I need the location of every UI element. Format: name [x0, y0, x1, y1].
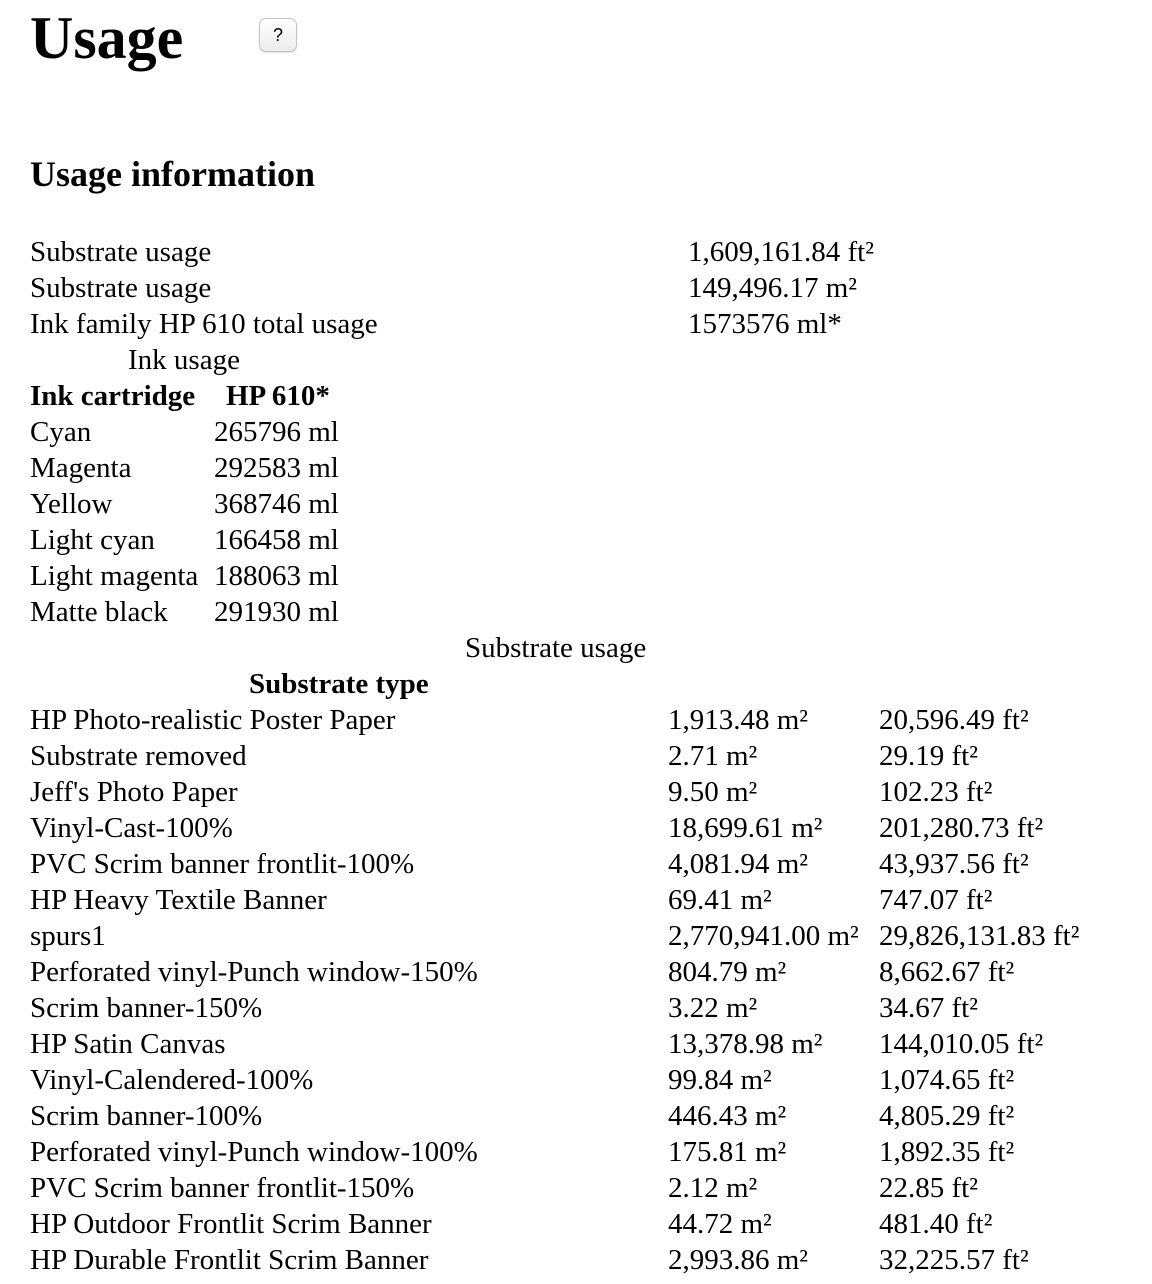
substrate-area-ft2: 201,280.73 ft²	[879, 812, 1044, 844]
substrate-name: HP Durable Frontlit Scrim Banner	[30, 1244, 429, 1276]
substrate-row	[0, 738, 1152, 774]
substrate-name: Scrim banner-150%	[30, 992, 263, 1024]
substrate-area-ft2: 1,074.65 ft²	[879, 1064, 1015, 1096]
summary-value: 1,609,161.84 ft²	[688, 236, 874, 268]
ink-row	[0, 486, 1152, 522]
substrate-area-ft2: 1,892.35 ft²	[879, 1136, 1015, 1168]
substrate-area-m2: 13,378.98 m²	[668, 1028, 823, 1060]
substrate-area-ft2: 29,826,131.83 ft²	[879, 920, 1080, 952]
substrate-area-m2: 69.41 m²	[668, 884, 772, 916]
ink-color: Cyan	[30, 416, 92, 448]
substrate-row	[0, 882, 1152, 918]
substrate-row	[0, 846, 1152, 882]
substrate-area-m2: 804.79 m²	[668, 956, 787, 988]
ink-amount: 291930 ml	[214, 596, 339, 628]
substrate-name: HP Photo-realistic Poster Paper	[30, 704, 396, 736]
ink-column-header-family: HP 610*	[226, 380, 330, 412]
substrate-type-column-header: Substrate type	[249, 668, 429, 700]
substrate-area-m2: 2,993.86 m²	[668, 1244, 809, 1276]
summary-label: Substrate usage	[30, 272, 212, 304]
ink-color: Light cyan	[30, 524, 155, 556]
substrate-area-m2: 99.84 m²	[668, 1064, 772, 1096]
substrate-area-m2: 2.71 m²	[668, 740, 758, 772]
substrate-name: HP Heavy Textile Banner	[30, 884, 327, 916]
substrate-row	[0, 1134, 1152, 1170]
substrate-row	[0, 774, 1152, 810]
summary-row	[0, 270, 1152, 306]
substrate-name: Jeff's Photo Paper	[30, 776, 238, 808]
substrate-area-ft2: 144,010.05 ft²	[879, 1028, 1044, 1060]
substrate-area-ft2: 22.85 ft²	[879, 1172, 978, 1204]
substrate-name: Vinyl-Cast-100%	[30, 812, 233, 844]
substrate-row	[0, 1242, 1152, 1278]
substrate-area-ft2: 102.23 ft²	[879, 776, 993, 808]
substrate-name: spurs1	[30, 920, 106, 952]
ink-amount: 188063 ml	[214, 560, 339, 592]
substrate-area-ft2: 34.67 ft²	[879, 992, 978, 1024]
ink-amount: 265796 ml	[214, 416, 339, 448]
substrate-name: Perforated vinyl-Punch window-100%	[30, 1136, 478, 1168]
substrate-area-ft2: 32,225.57 ft²	[879, 1244, 1029, 1276]
substrate-area-m2: 446.43 m²	[668, 1100, 787, 1132]
summary-row	[0, 306, 1152, 342]
substrate-area-m2: 2.12 m²	[668, 1172, 758, 1204]
substrate-area-m2: 44.72 m²	[668, 1208, 772, 1240]
summary-label: Substrate usage	[30, 236, 212, 268]
substrate-area-m2: 9.50 m²	[668, 776, 758, 808]
substrate-row	[0, 810, 1152, 846]
ink-row	[0, 522, 1152, 558]
substrate-row	[0, 1062, 1152, 1098]
substrate-area-ft2: 43,937.56 ft²	[879, 848, 1029, 880]
substrate-row	[0, 1170, 1152, 1206]
substrate-area-m2: 2,770,941.00 m²	[668, 920, 859, 952]
substrate-area-ft2: 29.19 ft²	[879, 740, 978, 772]
substrate-area-ft2: 8,662.67 ft²	[879, 956, 1015, 988]
ink-color: Yellow	[30, 488, 113, 520]
substrate-area-m2: 18,699.61 m²	[668, 812, 823, 844]
substrate-name: PVC Scrim banner frontlit-100%	[30, 848, 415, 880]
substrate-name: Vinyl-Calendered-100%	[30, 1064, 314, 1096]
ink-row	[0, 558, 1152, 594]
ink-amount: 166458 ml	[214, 524, 339, 556]
substrate-area-ft2: 481.40 ft²	[879, 1208, 993, 1240]
substrate-name: Perforated vinyl-Punch window-150%	[30, 956, 478, 988]
substrate-area-m2: 1,913.48 m²	[668, 704, 809, 736]
substrate-row	[0, 1026, 1152, 1062]
substrate-area-ft2: 747.07 ft²	[879, 884, 993, 916]
ink-row	[0, 450, 1152, 486]
substrate-area-m2: 175.81 m²	[668, 1136, 787, 1168]
substrate-name: HP Satin Canvas	[30, 1028, 226, 1060]
ink-color: Light magenta	[30, 560, 199, 592]
substrate-name: PVC Scrim banner frontlit-150%	[30, 1172, 415, 1204]
ink-column-header-cartridge: Ink cartridge	[30, 380, 196, 412]
summary-value: 149,496.17 m²	[688, 272, 858, 304]
summary-value: 1573576 ml*	[688, 308, 842, 340]
substrate-usage-caption: Substrate usage	[465, 632, 647, 664]
substrate-row	[0, 702, 1152, 738]
substrate-area-ft2: 4,805.29 ft²	[879, 1100, 1015, 1132]
summary-label: Ink family HP 610 total usage	[30, 308, 378, 340]
substrate-name: HP Outdoor Frontlit Scrim Banner	[30, 1208, 432, 1240]
section-heading-usage-information: Usage information	[30, 154, 315, 194]
ink-amount: 368746 ml	[214, 488, 339, 520]
summary-row	[0, 234, 1152, 270]
substrate-row	[0, 1098, 1152, 1134]
substrate-row	[0, 918, 1152, 954]
ink-row	[0, 414, 1152, 450]
page-title: Usage	[30, 5, 184, 71]
ink-row	[0, 594, 1152, 630]
substrate-area-ft2: 20,596.49 ft²	[879, 704, 1029, 736]
substrate-row	[0, 954, 1152, 990]
ink-color: Magenta	[30, 452, 132, 484]
substrate-name: Substrate removed	[30, 740, 247, 772]
ink-usage-caption: Ink usage	[128, 344, 240, 376]
substrate-row	[0, 1206, 1152, 1242]
ink-table-header	[0, 378, 1152, 414]
ink-color: Matte black	[30, 596, 168, 628]
help-button[interactable]: ?	[259, 18, 297, 52]
substrate-area-m2: 4,081.94 m²	[668, 848, 809, 880]
substrate-area-m2: 3.22 m²	[668, 992, 758, 1024]
substrate-row	[0, 990, 1152, 1026]
ink-amount: 292583 ml	[214, 452, 339, 484]
substrate-name: Scrim banner-100%	[30, 1100, 263, 1132]
